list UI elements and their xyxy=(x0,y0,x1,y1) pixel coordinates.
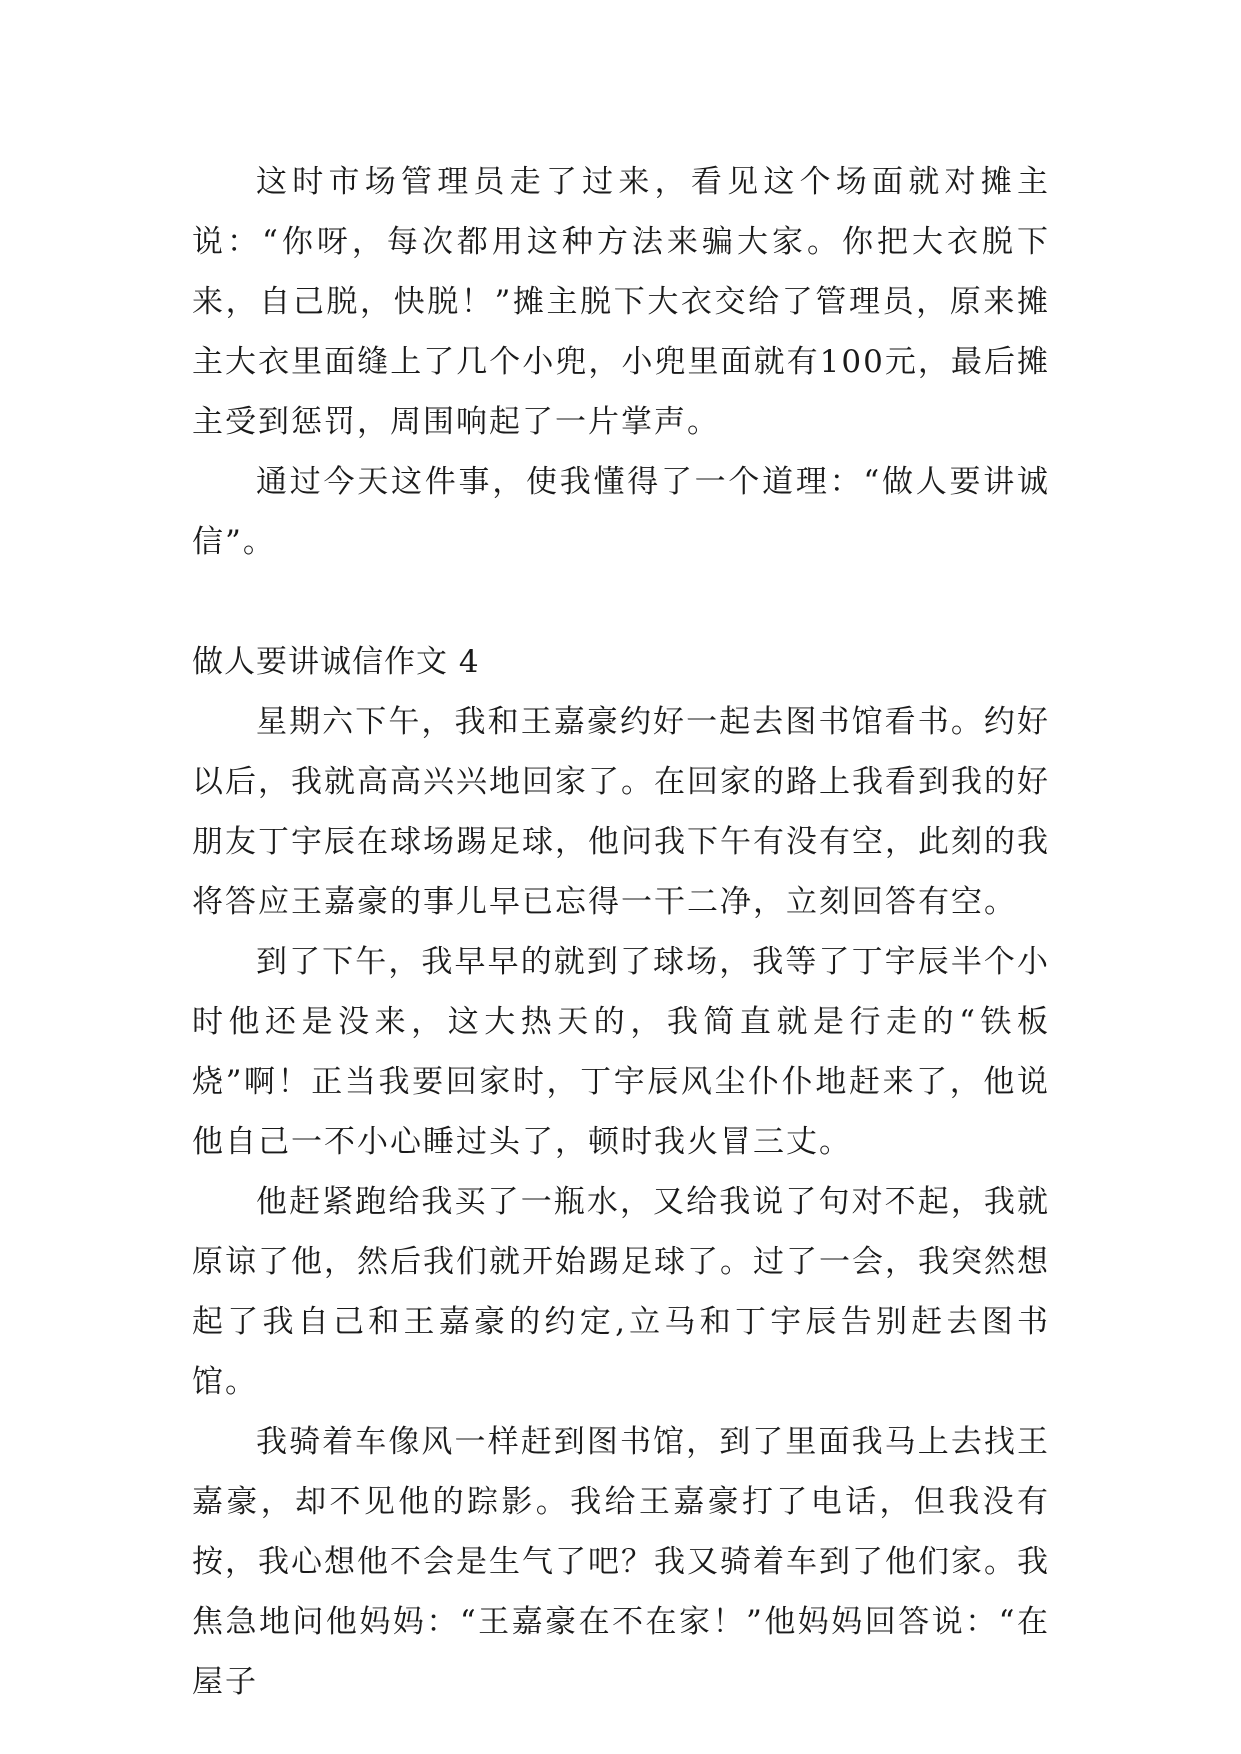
document-body xyxy=(192,152,1050,1712)
paragraph: 他赶紧跑给我买了一瓶水，又给我说了句对不起，我就原谅了他，然后我们就开始踢足球了。过了一会，我突然想起了我自己和王嘉豪的约定,立马和丁宇辰告别赶去图书馆。 xyxy=(192,1184,1050,1400)
paragraph: 到了下午，我早早的就到了球场，我等了丁宇辰半个小时他还是没来，这大热天的，我简直就是行走的“铁板烧”啊！正当我要回家时，丁宇辰风尘仆仆地赶来了，他说他自己一不小心睡过头了，顿时我火冒三丈。 xyxy=(192,944,1050,1160)
paragraph: 星期六下午，我和王嘉豪约好一起去图书馆看书。约好以后，我就高高兴兴地回家了。在回家的路上我看到我的好朋友丁宇辰在球场踢足球，他问我下午有没有空，此刻的我将答应王嘉豪的事儿早已忘得一干二净，立刻回答有空。 xyxy=(192,704,1050,920)
paragraph: 通过今天这件事，使我懂得了一个道理：“做人要讲诚信”。 xyxy=(192,464,1050,560)
essay-title: 做人要讲诚信作文 4 xyxy=(192,644,480,680)
paragraph: 这时市场管理员走了过来，看见这个场面就对摊主说：“你呀，每次都用这种方法来骗大家。你把大衣脱下来，自己脱，快脱！”摊主脱下大衣交给了管理员，原来摊主大衣里面缝上了几个小兜，小兜里面就有100元，最后摊主受到惩罚，周围响起了一片掌声。 xyxy=(192,164,1050,440)
paragraph: 我骑着车像风一样赶到图书馆，到了里面我马上去找王嘉豪，却不见他的踪影。我给王嘉豪打了电话，但我没有按，我心想他不会是生气了吧？我又骑着车到了他们家。我焦急地问他妈妈：“王嘉豪在不在家！”他妈妈回答说：“在屋子 xyxy=(192,1424,1050,1700)
